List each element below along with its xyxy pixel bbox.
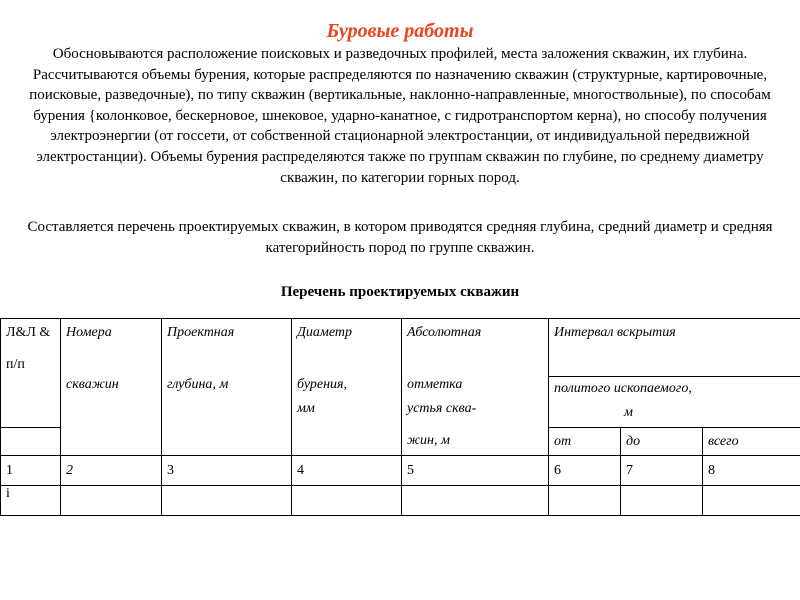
paragraph-drilling-volumes: Обосновываются расположение поисковых и разведочных профилей, места заложения скважин, их глубина. Рассчитываются объемы бурения, которые распределяются по назначению скважин (структурные, картировочные, поисковые, разведочные), по типу скважин (вертикальные, наклонно-направленные, многоствольные), по способам бурения {колонковое, бескерновое, шнековое, ударно-канатное, с гидротранспортом керна), но способу получения электроэнергии (от госсети, от собственной стационарной электростанции, от индивидуальной передвижной электростанции). Объемы бурения распределяются также по группам скважин по глубине, по среднему диаметру скважин, по категории горных пород. (29, 46, 771, 186)
number-cell-6: 6 (549, 456, 621, 486)
header-col-elevation (402, 319, 549, 456)
number-cell-3: 3 (162, 456, 292, 486)
header-col-depth-b: глубина, м (167, 377, 229, 392)
header-col-well-a: Номера (66, 325, 112, 340)
empty-row-cell-6 (549, 486, 621, 516)
header-col-elevation-c: устья сква- (407, 401, 477, 416)
header-col-diameter-c: мм (297, 401, 315, 416)
table-title: Перечень проектируемых скважин (280, 284, 520, 300)
number-cell-7: 7 (621, 456, 703, 486)
header-sub-from: от (549, 428, 621, 456)
header-col-interval-cont (549, 377, 800, 428)
header-col-well (61, 319, 162, 456)
header-col-interval-a: Интервал вскрытия (554, 325, 676, 340)
table-number-row (1, 456, 800, 486)
header-col-depth (162, 319, 292, 456)
empty-row-cell-5 (402, 486, 549, 516)
header-col-elevation-b: отметка (407, 377, 463, 392)
header-col-number-a: Л&Л & (6, 325, 51, 340)
table-header-row-1 (1, 319, 800, 377)
header-sub-total: всего (703, 428, 800, 456)
header-col-diameter (292, 319, 402, 456)
empty-row-cell-7 (621, 486, 703, 516)
header-col-interval (549, 319, 800, 377)
header-col-interval-c: м (624, 405, 633, 420)
header-col-number (1, 319, 61, 428)
header-col-elevation-d: жин, м (407, 433, 450, 448)
header-col-well-b: скважин (66, 377, 119, 392)
header-col-elevation-a: Абсолютная (407, 325, 482, 340)
empty-row-cell-8 (703, 486, 800, 516)
wells-table (0, 318, 800, 516)
header-col-depth-a: Проектная (167, 325, 235, 340)
header-col-number-empty (1, 428, 61, 456)
empty-row-cell-3 (162, 486, 292, 516)
number-cell-2: 2 (61, 456, 162, 486)
empty-row-cell-4 (292, 486, 402, 516)
header-col-diameter-b: бурения, (297, 377, 348, 392)
number-cell-4: 4 (292, 456, 402, 486)
header-col-interval-b: политого ископаемого, (554, 381, 692, 396)
paragraph-well-list: Составляется перечень проектируемых скважин, в котором приводятся средняя глубина, средний диаметр и средняя категорийность пород по группе скважин. (27, 219, 773, 256)
number-cell-5: 5 (402, 456, 549, 486)
table-empty-row (1, 486, 800, 516)
header-col-number-b: п/п (6, 357, 25, 372)
number-cell-8: 8 (703, 456, 800, 486)
number-cell-1: 1 (1, 456, 61, 486)
section-title: Буровые работы (326, 20, 474, 42)
empty-row-cell-2 (61, 486, 162, 516)
header-col-diameter-a: Диаметр (297, 325, 352, 340)
empty-row-cell-1: i (1, 486, 61, 516)
header-sub-to: до (621, 428, 703, 456)
